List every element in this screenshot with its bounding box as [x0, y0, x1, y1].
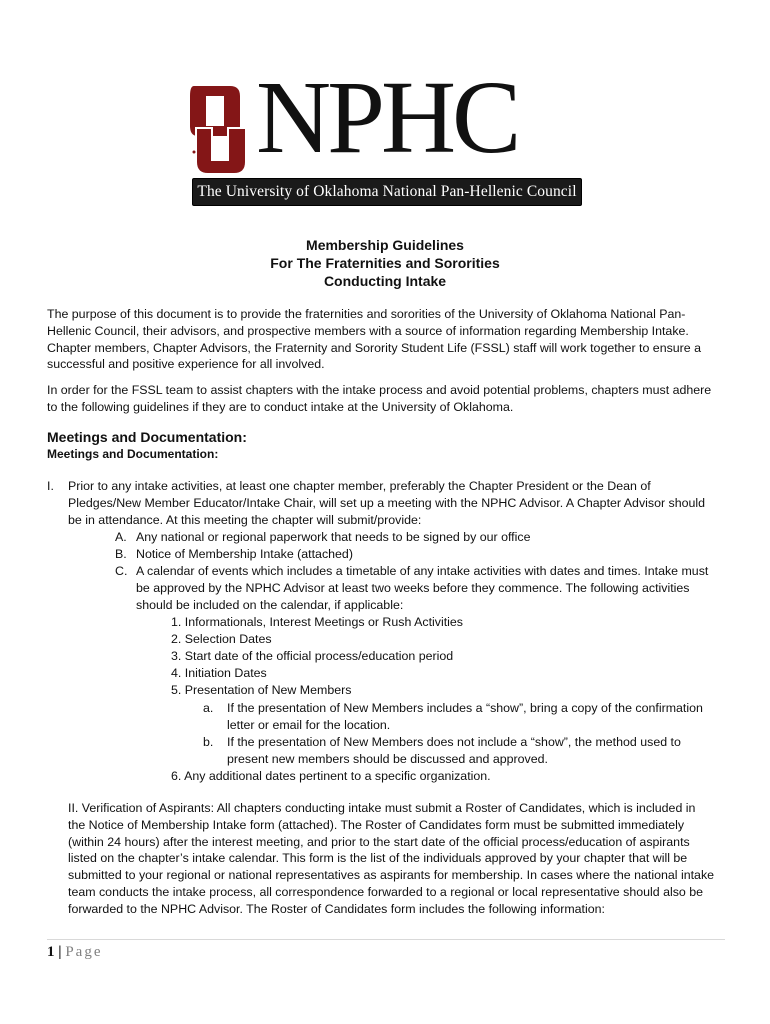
paragraph-line: Chapter members, Chapter Advisors, the Fraternity and Sorority Student Life (FSSL) staff will work together to ensure a — [47, 340, 702, 355]
sub-item-text: be approved by the NPHC Advisor at least two weeks before they commence. The following activities — [136, 581, 690, 595]
paragraph-line: (within 24 hours) after the interest meeting, and prior to the start date of the official process/education of aspirants — [68, 834, 690, 849]
title-line: Membership Guidelines — [306, 237, 464, 253]
paragraph-line: In order for the FSSL team to assist chapters with the intake process and avoid potential problems, chapters must adhere — [47, 383, 712, 397]
sub-item-marker: B. — [115, 547, 127, 561]
lettered-text: If the presentation of New Members does not include a “show”, the method used to — [227, 735, 681, 749]
paragraph-line: submitted to your regional or national representatives as aspirants for membership. In cases where the national intake — [68, 868, 715, 883]
item-II-paragraph — [68, 800, 728, 918]
item-I-line: Prior to any intake activities, at least one chapter member, preferably the Chapter President or the Dean of — [68, 479, 651, 493]
nphc-wordmark: NPHC — [256, 60, 518, 175]
item-I-line: be in attendance. At this meeting the chapter will submit/provide: — [68, 513, 422, 527]
lettered-marker: b. — [203, 735, 214, 749]
numbered-item: 5. Presentation of New Members — [171, 683, 352, 697]
page-separator: | — [54, 944, 66, 960]
sub-item-text: should be included on the calendar, if applicable: — [136, 598, 404, 612]
numbered-item: 3. Start date of the official process/education period — [171, 649, 454, 663]
sub-item-marker: A. — [115, 530, 127, 544]
title-line: Conducting Intake — [323, 273, 447, 289]
ou-logo-icon — [186, 82, 252, 178]
document-title — [0, 236, 770, 290]
paragraph-line: successful and positive experience for all involved. — [47, 357, 325, 372]
intro-paragraph-2 — [47, 382, 727, 416]
page-label: Page — [65, 944, 103, 960]
paragraph-line: forwarded to the NPHC Advisor. The Roster of Candidates form includes the following information: — [68, 901, 605, 916]
nphc-logo — [186, 60, 584, 206]
footer-divider — [47, 939, 725, 940]
sub-item-marker: C. — [115, 564, 128, 578]
page-footer — [47, 942, 102, 962]
paragraph-line: Hellenic Council, their advisors, and prospective members with a source of information regarding Membership Intake. — [47, 323, 689, 338]
numbered-item: 6. Any additional dates pertinent to a specific organization. — [171, 769, 491, 783]
numbered-item: 2. Selection Dates — [171, 632, 272, 646]
lettered-text: present new members should be discussed and approved. — [227, 752, 548, 766]
numbered-item: 4. Initiation Dates — [171, 666, 267, 680]
paragraph-line: II. Verification of Aspirants: All chapters conducting intake must submit a Roster of Candidates, which is included in — [68, 801, 696, 815]
sub-item-text: Notice of Membership Intake (attached) — [136, 547, 353, 561]
paragraph-line: the Notice of Membership Intake form (attached). The Roster of Candidates form must be submitted immediately — [68, 817, 685, 832]
page-number: 1 — [47, 944, 55, 960]
intro-paragraph — [47, 306, 727, 373]
sub-item-text: A calendar of events which includes a timetable of any intake activities with dates and times. Intake must — [136, 564, 709, 578]
lettered-marker: a. — [203, 701, 214, 715]
numbered-item: 1. Informationals, Interest Meetings or Rush Activities — [171, 615, 463, 629]
item-I-marker: I. — [47, 479, 54, 493]
logo-banner — [192, 178, 582, 206]
section-subheading: Meetings and Documentation: — [47, 447, 219, 461]
lettered-text: If the presentation of New Members includes a “show”, bring a copy of the confirmation — [227, 701, 703, 715]
paragraph-line: to the following guidelines if they are to conduct intake at the University of Oklahoma. — [47, 399, 514, 414]
sub-item-text: Any national or regional paperwork that needs to be signed by our office — [136, 530, 531, 544]
lettered-text: letter or email for the location. — [227, 718, 391, 732]
paragraph-line: The purpose of this document is to provide the fraternities and sororities of the University of Oklahoma National Pan- — [47, 307, 686, 321]
item-I-line: Pledges/New Member Educator/Intake Chair, will set up a meeting with the NPHC Advisor. A Chapter Advisor should — [68, 496, 706, 510]
paragraph-line: team conducts the intake process, all correspondence forwarded to a regional or local representative should also be — [68, 884, 704, 899]
banner-text: The University of Oklahoma National Pan-Hellenic Council — [197, 183, 577, 200]
section-heading: Meetings and Documentation: — [47, 429, 247, 445]
paragraph-line: listed on the chapter’s intake calendar. This form is the list of the individuals approved by your chapter that will be — [68, 851, 688, 866]
title-line: For The Fraternities and Sororities — [270, 255, 500, 271]
